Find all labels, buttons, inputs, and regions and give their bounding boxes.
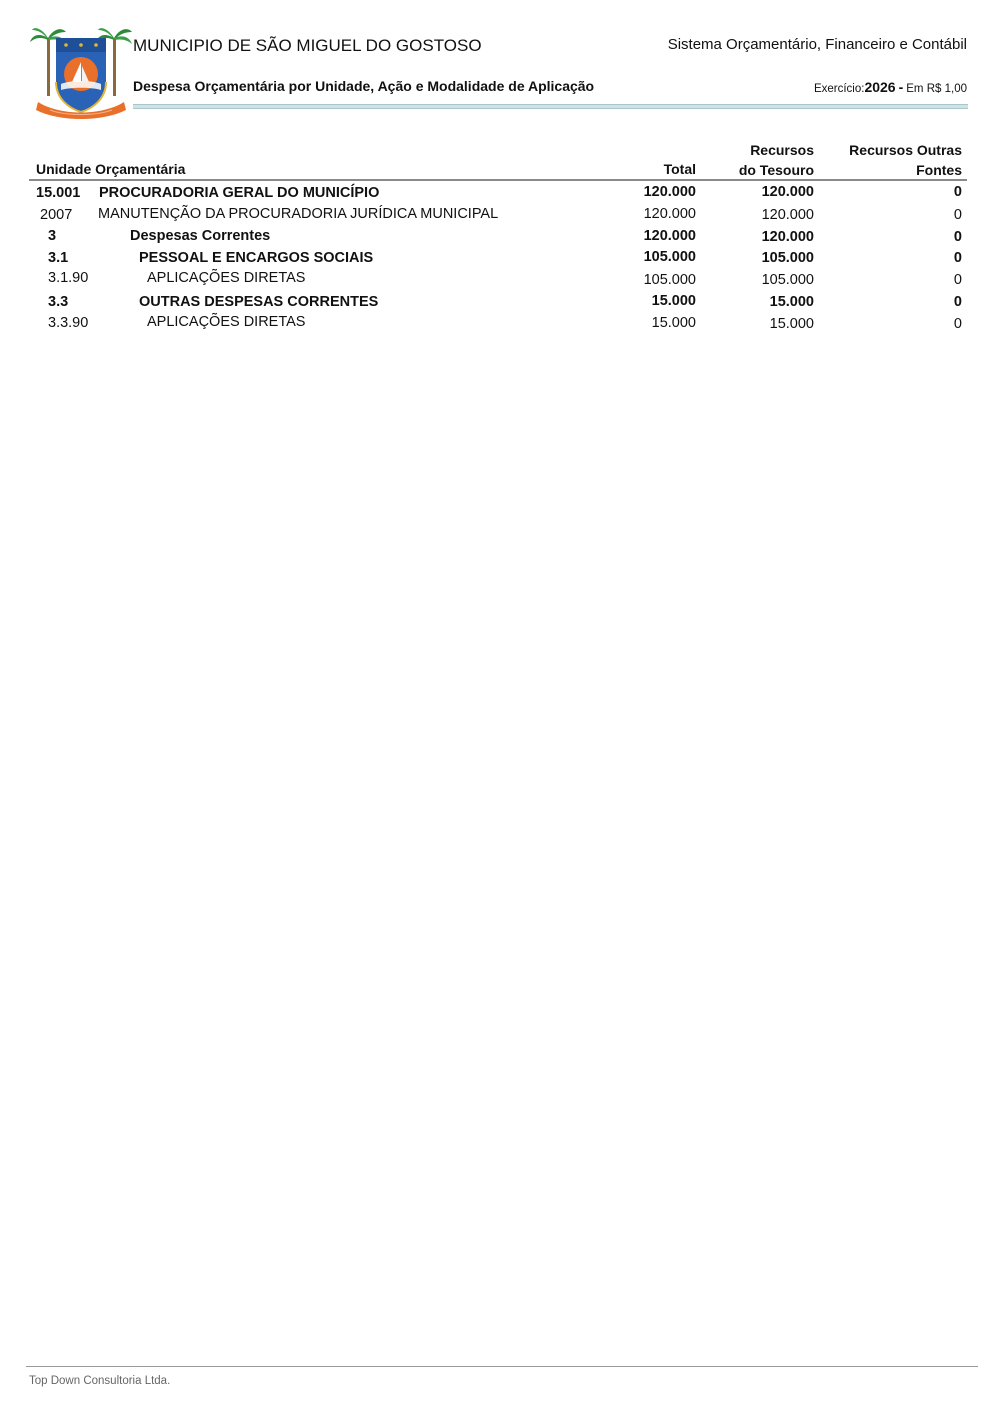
report-title: Despesa Orçamentária por Unidade, Ação e Modalidade de Aplicação — [133, 78, 595, 94]
exercise-label: Exercício: — [813, 83, 865, 95]
column-header-tesouro-line2: do Tesouro — [738, 162, 814, 178]
column-header-outras-line2: Fontes — [916, 162, 962, 178]
column-header-outras — [849, 140, 962, 180]
column-header-unit: Unidade Orçamentária — [36, 161, 186, 177]
municipal-coat-of-arms-logo — [30, 24, 132, 120]
column-header-tesouro — [739, 140, 814, 180]
row-outras: 0 — [953, 184, 962, 200]
row-code: 3 — [48, 228, 57, 244]
table-header-divider — [29, 179, 967, 181]
row-outras: 0 — [953, 250, 962, 266]
row-outras: 0 — [953, 316, 962, 332]
header-divider — [133, 104, 968, 109]
row-tesouro: 105.000 — [761, 250, 814, 266]
system-name: Sistema Orçamentário, Financeiro e Contábil — [667, 36, 967, 53]
row-total: 105.000 — [643, 249, 696, 265]
row-tesouro: 15.000 — [769, 316, 814, 332]
row-code: 3.3 — [48, 294, 69, 310]
row-total: 105.000 — [643, 272, 696, 288]
row-tesouro: 120.000 — [761, 229, 814, 245]
row-tesouro: 105.000 — [761, 272, 814, 288]
row-total: 120.000 — [643, 206, 696, 222]
row-code: 2007 — [40, 207, 73, 223]
currency-note: Em R$ 1,00 — [906, 83, 967, 95]
row-code: 15.001 — [36, 185, 81, 201]
row-outras: 0 — [953, 207, 962, 223]
footer-divider — [26, 1366, 978, 1367]
row-outras: 0 — [953, 294, 962, 310]
row-code: 3.1.90 — [48, 270, 89, 286]
footer-company: Top Down Consultoria Ltda. — [29, 1375, 171, 1387]
row-tesouro: 15.000 — [769, 294, 814, 310]
row-total: 15.000 — [651, 315, 696, 331]
row-code: 3.1 — [48, 250, 69, 266]
municipality-name: MUNICIPIO DE SÃO MIGUEL DO GOSTOSO — [133, 36, 482, 55]
row-tesouro: 120.000 — [761, 207, 814, 223]
row-description: APLICAÇÕES DIRETAS — [147, 314, 306, 330]
exercise-info — [814, 79, 967, 95]
exercise-year: 2026 — [864, 79, 896, 95]
exercise-separator: - — [898, 79, 904, 95]
row-description: MANUTENÇÃO DA PROCURADORIA JURÍDICA MUNICIPAL — [98, 206, 499, 222]
row-total: 120.000 — [643, 228, 696, 244]
row-description: APLICAÇÕES DIRETAS — [147, 270, 306, 286]
column-header-outras-line1: Recursos Outras — [849, 142, 962, 158]
row-tesouro: 120.000 — [761, 184, 814, 200]
row-total: 120.000 — [643, 184, 696, 200]
row-description: PROCURADORIA GERAL DO MUNICÍPIO — [99, 185, 380, 201]
column-header-total: Total — [663, 161, 696, 177]
column-header-tesouro-line1: Recursos — [750, 142, 814, 158]
row-outras: 0 — [953, 229, 962, 245]
row-total: 15.000 — [651, 293, 696, 309]
row-code: 3.3.90 — [48, 315, 89, 331]
row-description: Despesas Correntes — [130, 228, 271, 244]
shield-icon — [56, 38, 106, 112]
row-outras: 0 — [953, 272, 962, 288]
row-description: OUTRAS DESPESAS CORRENTES — [139, 294, 379, 310]
row-description: PESSOAL E ENCARGOS SOCIAIS — [139, 250, 374, 266]
